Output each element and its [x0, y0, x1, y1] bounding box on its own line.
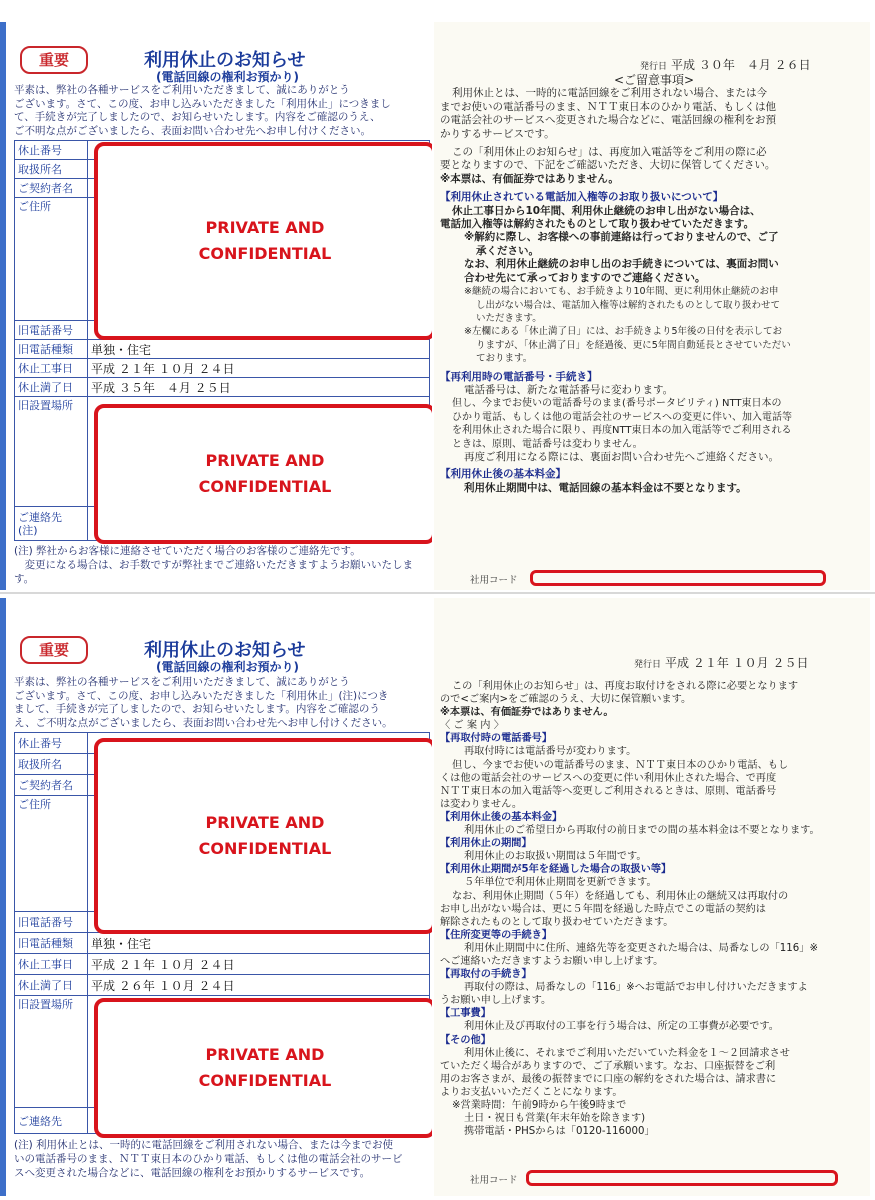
section-heading: 【再利用時の電話番号・手続き】	[440, 370, 598, 383]
notes-line: 電話加入権等は解約されたものとして取り扱わせていただきます。	[440, 218, 755, 231]
company-code-redaction	[530, 570, 826, 586]
guide-line: くは他の電話会社のサービスへの変更に伴い利用休止された場合、で再度	[440, 772, 777, 784]
notes-line: 利用休止とは、一時的に電話回線をご利用されない場合、または今	[452, 87, 767, 100]
contact-label: ご連絡先	[18, 510, 62, 524]
issue-date-label: 発行日	[634, 660, 662, 670]
label-contact: ご連絡先	[15, 1108, 88, 1134]
label-install-place: 旧設置場所	[15, 397, 88, 507]
label-pause-no: 休止番号	[15, 141, 88, 160]
redaction-box	[94, 998, 432, 1138]
intro-line: え、ご不明な点がございましたら、表面お問い合わせ先へお申し付けください。	[14, 716, 393, 729]
label-line-type: 旧電話種類	[15, 933, 88, 954]
label-contractor: ご契約者名	[15, 775, 88, 796]
notes-line: を利用休止された場合に限り、再度NTT東日本の加入電話等でご利用される	[452, 425, 792, 437]
guide-heading: 〈 ご 案 内 〉	[440, 720, 504, 732]
company-code-redaction	[526, 1170, 838, 1186]
intro-text	[14, 84, 426, 138]
notes-line: なお、利用休止継続のお申し出のお手続きについては、裏面お問い	[464, 258, 779, 271]
guide-line: 土日・祝日も営業(年末年始を除きます)	[464, 1113, 646, 1125]
notes-line: ※左欄にある「休止満了日」には、お手続きより5年後の日付を表示してお	[464, 326, 783, 338]
intro-line: ご不明な点がございましたら、表面お問い合わせ先へお申し付けください。	[14, 124, 371, 137]
notes-line: ※解約に際し、お客様への事前連絡は行っておりませんので、ご了	[464, 231, 779, 244]
guide-line: うお願い申し上げます。	[440, 995, 552, 1007]
notes-line: までお使いの電話番号のまま、ＮＴＴ東日本のひかり電話、もしくは他	[440, 100, 776, 113]
notes-line: ※本票は、有価証券ではありません。	[440, 172, 619, 185]
label-install-place: 旧設置場所	[15, 996, 88, 1108]
notes-line: 要となりますので、下記をご確認いただき、大切に保管してください。	[440, 159, 776, 172]
redaction-text: CONFIDENTIAL	[198, 244, 332, 263]
section-heading: 【利用休止の期間】	[440, 838, 532, 850]
guide-line: 携帯電話・PHSからは「0120-116000」	[464, 1126, 655, 1138]
guide-line: ※営業時間：午前9時から午後9時まで	[452, 1100, 627, 1111]
section-heading: 【利用休止後の基本料金】	[440, 811, 563, 823]
label-office: 取扱所名	[15, 754, 88, 775]
notes-line: かりするサービスです。	[440, 127, 555, 140]
label-pause-no: 休止番号	[15, 733, 88, 754]
footnote-line: 変更になる場合は、お手数ですが弊社までご連絡いただきますようお願いいたします。	[14, 559, 413, 585]
notes-line: の電話会社のサービスへ変更された場合などに、電話回線の権利をお預	[440, 114, 776, 127]
notice-title: 利用休止のお知らせ	[144, 50, 306, 71]
notes-line: 電話番号は、新たな電話番号に変わります。	[464, 383, 674, 396]
guide-line: 利用休止のご希望日から再取付の前日までの間の基本料金は不要となります。	[464, 825, 820, 837]
value-line-type: 単独・住宅	[88, 340, 430, 359]
value-work-date: 平成 ２１年 １０月 ２４日	[88, 359, 430, 378]
guide-line: 利用休止期間中に住所、連絡先等を変更された場合は、局番なしの「116」※	[464, 942, 818, 954]
label-old-phone: 旧電話番号	[15, 321, 88, 340]
section-heading: 【工事費】	[440, 1008, 491, 1020]
bottom-right-card	[434, 598, 870, 1196]
intro-line: ございます。さて、この度、お申し込みいただきました「利用休止」につきまし	[14, 97, 391, 110]
guide-line: 再取付の際は、局番なしの「116」※へお電話でお申し付けいただきますよ	[464, 982, 808, 994]
footnote-line: (注) 弊社からお客様に連絡させていただく場合のお客様のご連絡先です。	[14, 545, 361, 557]
label-address: ご住所	[15, 796, 88, 912]
issue-date-label: 発行日	[640, 62, 668, 72]
notes-line: 承ください。	[476, 244, 539, 257]
notes-line: ひかり電話、もしくは他の電話会社のサービスへの変更に伴い、加入電話等	[452, 411, 792, 423]
label-work-date: 休止工事日	[15, 954, 88, 975]
label-work-date: 休止工事日	[15, 359, 88, 378]
notes-line: 但し、今までお使いの電話番号のまま(番号ポータビリティ) NTT東日本の	[452, 398, 782, 410]
guide-line: 解除されたものとして取り扱わせていただきます。	[440, 916, 674, 928]
footnote	[14, 544, 432, 586]
notes-line: 利用休止期間中は、電話回線の基本料金は不要となります。	[464, 481, 747, 494]
value-expiry-date: 平成 ２６年 １０月 ２４日	[88, 975, 430, 996]
footnote-line: いの電話番号のまま、ＮＴＴ東日本のひかり電話、もしくは他の電話会社のサービ	[14, 1153, 403, 1165]
intro-line: まして、手続きが完了しましたので、お知らせいたします。内容をご確認のう	[14, 703, 380, 715]
notes-line: いただきます。	[476, 312, 542, 324]
label-expiry-date: 休止満了日	[15, 378, 88, 397]
guide-line: お申し出がない場合は、更に５年間を経過した時点でこの電話の契約は	[440, 903, 766, 915]
guide-line: へご連絡いただきますようお願い申し上げます。	[440, 955, 664, 967]
notes-line: し出がない場合は、電話加入権等は解約されたものとして取り扱わせて	[476, 299, 781, 311]
redaction-box	[94, 142, 432, 340]
footnote-line: (注) 利用休止とは、一時的に電話回線をご利用されない場合、または今までお使	[14, 1139, 394, 1151]
notes-line: りますが、「休止満了日」を経過後、更に5年間自動延長とさせていただい	[476, 339, 791, 351]
redaction-text: PRIVATE AND	[205, 1045, 325, 1064]
guide-line: は変わりません。	[440, 798, 523, 810]
section-heading: 【利用休止期間が5年を経過した場合の取扱い等】	[440, 864, 672, 876]
intro-line: 平素は、弊社の各種サービスをご利用いただきまして、誠にありがとう	[14, 676, 350, 688]
label-contact	[15, 507, 88, 541]
contact-note: (注)	[18, 523, 38, 537]
guide-line: よりお支払いいただくことになります。	[440, 1086, 623, 1098]
guide-line: 但し、今までお使いの電話番号のまま、ＮＴＴ東日本のひかり電話、もし	[452, 759, 789, 771]
notes-line: ております。	[476, 353, 533, 365]
label-office: 取扱所名	[15, 160, 88, 179]
notes-heading: <ご留意事項>	[613, 73, 695, 87]
issue-date-value: 平成 ２１年 １０月 ２５日	[665, 656, 809, 670]
guide-line: 利用休止後に、それまでご利用いただいていた料金を１～２回請求させ	[464, 1047, 790, 1059]
redaction-text: CONFIDENTIAL	[198, 477, 332, 496]
notice-subtitle: (電話回線の権利お預かり)	[156, 70, 299, 84]
intro-line: ございます。さて、この度、お申し込みいただきました「利用休止」(注)につき	[14, 689, 389, 702]
redaction-text: PRIVATE AND	[205, 451, 325, 470]
redaction-text: CONFIDENTIAL	[198, 839, 332, 858]
important-badge: 重要	[20, 46, 88, 74]
redaction-box	[94, 738, 432, 934]
company-code-label: 社用コード	[470, 1175, 518, 1186]
card-separator	[0, 592, 875, 594]
issue-date-value: 平成 ３０年 ４月 ２６日	[671, 58, 811, 72]
intro-text	[14, 676, 426, 730]
label-line-type: 旧電話種類	[15, 340, 88, 359]
important-badge: 重要	[20, 636, 88, 664]
value-expiry-date: 平成 ３５年 ４月 ２５日	[88, 378, 430, 397]
redaction-text: CONFIDENTIAL	[198, 1071, 332, 1090]
notes-line: 合わせ先にて承っておりますのでご連絡ください。	[464, 271, 706, 284]
label-expiry-date: 休止満了日	[15, 975, 88, 996]
guide-line: 利用休止のお取扱い期間は５年間です。	[464, 851, 647, 863]
notes-line: ※継続の場合においても、お手続きより10年間、更に利用休止継続のお申	[464, 286, 779, 298]
notes-line: ときは、原則、電話番号は変わりません。	[452, 438, 643, 450]
notice-subtitle: (電話回線の権利お預かり)	[156, 660, 299, 674]
guide-line: 再取付時には電話番号が変わります。	[464, 746, 637, 758]
guide-line: ５年単位で利用休止期間を更新できます。	[464, 877, 657, 889]
redaction-box	[94, 404, 432, 544]
section-heading: 【住所変更等の手続き】	[440, 929, 553, 941]
notes-line: 休止工事日から10年間、利用休止継続のお申し出がない場合は、	[452, 204, 761, 217]
intro-line: 平素は、弊社の各種サービスをご利用いただきまして、誠にありがとう	[14, 84, 350, 96]
intro-line: て、手続きが完了しましたので、お知らせいたします。内容をご確認のうえ、	[14, 111, 381, 123]
notice-title: 利用休止のお知らせ	[144, 640, 306, 661]
footnote	[14, 1138, 432, 1180]
value-work-date: 平成 ２１年 １０月 ２４日	[88, 954, 430, 975]
bottom-left-card	[0, 598, 432, 1196]
company-code-label: 社用コード	[470, 575, 518, 586]
redaction-text: PRIVATE AND	[205, 813, 325, 832]
value-line-type: 単独・住宅	[88, 933, 430, 954]
guide-line: ので<ご案内>をご確認のうえ、大切に保管願います。	[440, 694, 692, 706]
section-heading: 【利用休止されている電話加入権等のお取り扱いについて】	[440, 191, 724, 204]
section-heading: 【再取付の手続き】	[440, 969, 532, 981]
label-address: ご住所	[15, 198, 88, 321]
guide-line: この「利用休止のお知らせ」は、再度お取付けをされる際に必要となります	[452, 681, 799, 692]
issue-date	[634, 654, 808, 671]
guide-line: ていただく場合がありますので、ご了承願います。なお、口座振替をご利	[440, 1060, 776, 1072]
redaction-text: PRIVATE AND	[205, 218, 325, 237]
footnote-line: スへ変更された場合などに、電話回線の権利をお預かりするサービスです。	[14, 1167, 371, 1179]
guide-line: なお、利用休止期間（５年）を経過しても、利用休止の継続又は再取付の	[452, 890, 789, 902]
guide-text	[440, 680, 868, 1138]
section-heading: 【再取付時の電話番号】	[440, 733, 553, 745]
top-right-card	[434, 22, 870, 590]
label-contractor: ご契約者名	[15, 179, 88, 198]
issue-date	[640, 56, 811, 73]
guide-line: 用のお客さまが、最後の振替までに口座の解約をされた場合は、請求書に	[440, 1073, 777, 1085]
section-heading: 【その他】	[440, 1034, 491, 1046]
guide-line: 利用休止及び再取付の工事を行う場合は、所定の工事費が必要です。	[464, 1021, 779, 1033]
guide-line: ※本票は、有価証券ではありません。	[440, 707, 614, 719]
label-old-phone: 旧電話番号	[15, 912, 88, 933]
top-left-card	[0, 22, 432, 590]
guide-line: ＮＴＴ東日本の加入電話等へ変更しご利用されるときは、原則、電話番号	[440, 785, 777, 797]
notes-text	[440, 74, 868, 495]
notes-line: 再度ご利用になる際には、裏面お問い合わせ先へご連絡ください。	[464, 450, 779, 463]
section-heading: 【利用休止後の基本料金】	[440, 468, 566, 481]
notes-line: この「利用休止のお知らせ」は、再度加入電話等をご利用の際に必	[452, 146, 767, 159]
